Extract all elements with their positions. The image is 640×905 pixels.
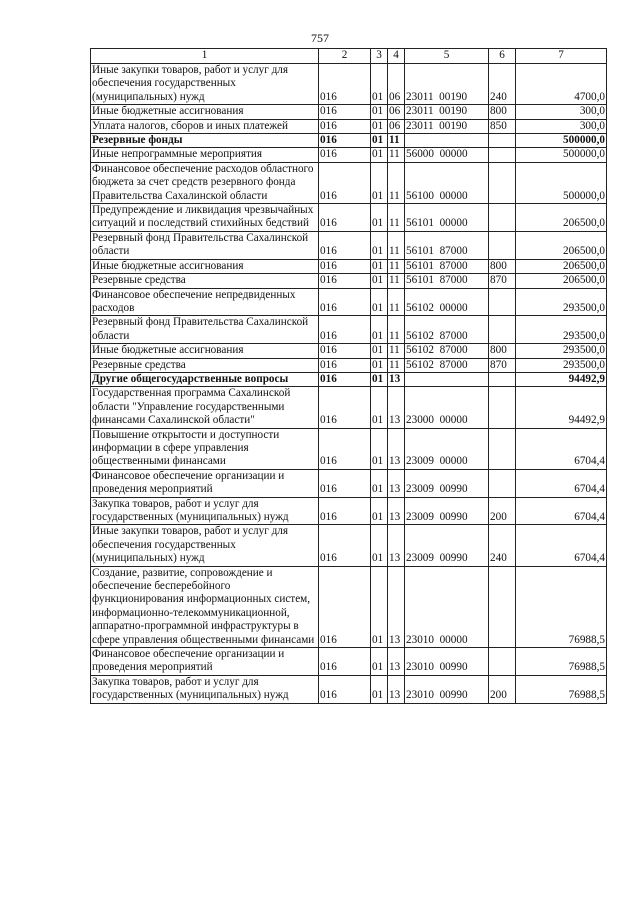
cell-pr: 11 — [388, 162, 405, 203]
cell-ved: 016 — [319, 134, 371, 148]
cell-csr: 56101 87000 — [405, 274, 489, 288]
table-row — [91, 119, 607, 133]
cell-csr: 56101 00000 — [405, 204, 489, 232]
cell-vr: 800 — [489, 344, 516, 358]
cell-vr — [489, 387, 516, 428]
cell-rz: 01 — [371, 525, 388, 566]
cell-rz: 01 — [371, 259, 388, 273]
cell-rz: 01 — [371, 64, 388, 105]
cell-rz: 01 — [371, 648, 388, 676]
cell-sum: 300,0 — [516, 119, 607, 133]
cell-csr: 23009 00990 — [405, 469, 489, 497]
cell-csr: 23010 00000 — [405, 566, 489, 647]
cell-ved: 016 — [319, 105, 371, 119]
cell-pr: 11 — [388, 358, 405, 372]
cell-pr: 06 — [388, 119, 405, 133]
header-cell-csr: 5 — [405, 49, 489, 64]
cell-vr — [489, 372, 516, 386]
cell-pr: 13 — [388, 497, 405, 525]
cell-pr: 13 — [388, 469, 405, 497]
cell-ved: 016 — [319, 231, 371, 259]
table-row — [91, 64, 607, 105]
cell-pr: 11 — [388, 288, 405, 316]
cell-rz: 01 — [371, 344, 388, 358]
cell-pr: 13 — [388, 525, 405, 566]
cell-ved: 016 — [319, 566, 371, 647]
cell-rz: 01 — [371, 288, 388, 316]
header-cell-vr: 6 — [489, 49, 516, 64]
table-row — [91, 566, 607, 647]
cell-sum: 300,0 — [516, 105, 607, 119]
table-row — [91, 648, 607, 676]
cell-rz: 01 — [371, 148, 388, 162]
cell-ved: 016 — [319, 358, 371, 372]
cell-vr — [489, 566, 516, 647]
cell-ved: 016 — [319, 675, 371, 703]
cell-rz: 01 — [371, 105, 388, 119]
cell-name: Иные бюджетные ассигнования — [91, 344, 319, 358]
cell-vr — [489, 648, 516, 676]
cell-csr: 56101 87000 — [405, 231, 489, 259]
cell-ved: 016 — [319, 148, 371, 162]
cell-sum: 4700,0 — [516, 64, 607, 105]
cell-csr: 23009 00000 — [405, 428, 489, 469]
cell-vr — [489, 162, 516, 203]
cell-csr: 56102 87000 — [405, 358, 489, 372]
cell-ved: 016 — [319, 497, 371, 525]
cell-vr — [489, 469, 516, 497]
cell-vr — [489, 428, 516, 469]
cell-csr: 56101 87000 — [405, 259, 489, 273]
cell-pr: 13 — [388, 428, 405, 469]
cell-vr: 240 — [489, 64, 516, 105]
cell-name: Иные закупки товаров, работ и услуг для обеспечения государственных (муниципальных) нужд — [91, 525, 319, 566]
table-row — [91, 675, 607, 703]
cell-vr — [489, 134, 516, 148]
table-row — [91, 274, 607, 288]
cell-name: Иные бюджетные ассигнования — [91, 259, 319, 273]
cell-ved: 016 — [319, 469, 371, 497]
cell-ved: 016 — [319, 525, 371, 566]
cell-name: Предупреждение и ликвидация чрезвычайных ситуаций и последствий стихийных бедствий — [91, 204, 319, 232]
cell-csr: 23010 00990 — [405, 675, 489, 703]
cell-pr: 11 — [388, 316, 405, 344]
cell-ved: 016 — [319, 288, 371, 316]
cell-csr: 23011 00190 — [405, 119, 489, 133]
cell-pr: 11 — [388, 204, 405, 232]
cell-pr: 11 — [388, 274, 405, 288]
cell-name: Иные непрограммные мероприятия — [91, 148, 319, 162]
table-row — [91, 105, 607, 119]
cell-name: Резервный фонд Правительства Сахалинской области — [91, 316, 319, 344]
cell-rz: 01 — [371, 428, 388, 469]
cell-name: Финансовое обеспечение организации и проведения мероприятий — [91, 469, 319, 497]
cell-vr: 800 — [489, 259, 516, 273]
cell-vr — [489, 316, 516, 344]
cell-csr: 56000 00000 — [405, 148, 489, 162]
table-row — [91, 134, 607, 148]
cell-rz: 01 — [371, 566, 388, 647]
cell-vr — [489, 231, 516, 259]
cell-vr: 200 — [489, 675, 516, 703]
cell-csr: 23000 00000 — [405, 387, 489, 428]
cell-sum: 94492,9 — [516, 387, 607, 428]
cell-ved: 016 — [319, 428, 371, 469]
table-row — [91, 148, 607, 162]
cell-name: Финансовое обеспечение непредвиденных расходов — [91, 288, 319, 316]
cell-csr: 56102 87000 — [405, 316, 489, 344]
table-row — [91, 231, 607, 259]
cell-sum: 500000,0 — [516, 134, 607, 148]
cell-name: Резервные средства — [91, 358, 319, 372]
cell-rz: 01 — [371, 204, 388, 232]
cell-pr: 11 — [388, 134, 405, 148]
cell-rz: 01 — [371, 162, 388, 203]
header-cell-sum: 7 — [516, 49, 607, 64]
cell-csr: 23011 00190 — [405, 105, 489, 119]
cell-sum: 76988,5 — [516, 675, 607, 703]
table-row — [91, 469, 607, 497]
cell-pr: 11 — [388, 231, 405, 259]
cell-rz: 01 — [371, 119, 388, 133]
cell-sum: 206500,0 — [516, 204, 607, 232]
cell-rz: 01 — [371, 469, 388, 497]
cell-name: Резервные средства — [91, 274, 319, 288]
cell-csr: 23009 00990 — [405, 497, 489, 525]
cell-ved: 016 — [319, 648, 371, 676]
table-row — [91, 497, 607, 525]
table-row — [91, 316, 607, 344]
cell-rz: 01 — [371, 274, 388, 288]
cell-rz: 01 — [371, 387, 388, 428]
header-cell-pr: 4 — [388, 49, 405, 64]
cell-csr: 23011 00190 — [405, 64, 489, 105]
table-row — [91, 372, 607, 386]
table-row — [91, 344, 607, 358]
table-row — [91, 387, 607, 428]
cell-vr: 200 — [489, 497, 516, 525]
cell-vr: 870 — [489, 274, 516, 288]
cell-rz: 01 — [371, 675, 388, 703]
cell-ved: 016 — [319, 274, 371, 288]
table-row — [91, 525, 607, 566]
cell-pr: 11 — [388, 344, 405, 358]
cell-sum: 6704,4 — [516, 525, 607, 566]
cell-name: Уплата налогов, сборов и иных платежей — [91, 119, 319, 133]
header-cell-rz: 3 — [371, 49, 388, 64]
cell-rz: 01 — [371, 497, 388, 525]
cell-sum: 206500,0 — [516, 274, 607, 288]
cell-sum: 206500,0 — [516, 259, 607, 273]
cell-name: Создание, развитие, сопровождение и обеспечение бесперебойного функционирования информационных систем, информационно-телекоммуникационной, аппаратно-программной инфраструктуры в сфере управления общественными финансами — [91, 566, 319, 647]
cell-ved: 016 — [319, 204, 371, 232]
header-row — [91, 49, 607, 64]
cell-sum: 293500,0 — [516, 316, 607, 344]
cell-sum: 293500,0 — [516, 358, 607, 372]
cell-name: Иные закупки товаров, работ и услуг для обеспечения государственных (муниципальных) нужд — [91, 64, 319, 105]
cell-rz: 01 — [371, 316, 388, 344]
cell-csr: 56102 87000 — [405, 344, 489, 358]
cell-vr: 240 — [489, 525, 516, 566]
cell-vr: 870 — [489, 358, 516, 372]
cell-pr: 13 — [388, 387, 405, 428]
cell-csr — [405, 372, 489, 386]
cell-sum: 6704,4 — [516, 428, 607, 469]
cell-name: Резервные фонды — [91, 134, 319, 148]
cell-csr: 23010 00990 — [405, 648, 489, 676]
cell-name: Иные бюджетные ассигнования — [91, 105, 319, 119]
cell-vr — [489, 148, 516, 162]
cell-csr: 23009 00990 — [405, 525, 489, 566]
cell-sum: 76988,5 — [516, 648, 607, 676]
cell-vr — [489, 204, 516, 232]
cell-name: Другие общегосударственные вопросы — [91, 372, 319, 386]
table-row — [91, 204, 607, 232]
budget-table — [90, 48, 607, 704]
cell-ved: 016 — [319, 64, 371, 105]
cell-ved: 016 — [319, 162, 371, 203]
cell-name: Финансовое обеспечение расходов областного бюджета за счет средств резервного фонда Правительства Сахалинской области — [91, 162, 319, 203]
cell-pr: 13 — [388, 566, 405, 647]
cell-csr: 56102 00000 — [405, 288, 489, 316]
cell-ved: 016 — [319, 119, 371, 133]
cell-pr: 13 — [388, 675, 405, 703]
cell-sum: 94492,9 — [516, 372, 607, 386]
table-row — [91, 358, 607, 372]
cell-csr — [405, 134, 489, 148]
cell-pr: 11 — [388, 148, 405, 162]
cell-ved: 016 — [319, 316, 371, 344]
page-number: 757 — [311, 31, 329, 45]
cell-sum: 6704,4 — [516, 497, 607, 525]
table-row — [91, 288, 607, 316]
cell-name: Государственная программа Сахалинской области "Управление государственными финансами Сахалинской области" — [91, 387, 319, 428]
cell-rz: 01 — [371, 231, 388, 259]
cell-pr: 13 — [388, 372, 405, 386]
cell-sum: 500000,0 — [516, 162, 607, 203]
cell-sum: 6704,4 — [516, 469, 607, 497]
cell-ved: 016 — [319, 372, 371, 386]
table-row — [91, 259, 607, 273]
header-cell-name: 1 — [91, 49, 319, 64]
cell-ved: 016 — [319, 344, 371, 358]
cell-name: Резервный фонд Правительства Сахалинской области — [91, 231, 319, 259]
table-row — [91, 162, 607, 203]
cell-sum: 76988,5 — [516, 566, 607, 647]
cell-rz: 01 — [371, 358, 388, 372]
cell-ved: 016 — [319, 387, 371, 428]
cell-sum: 293500,0 — [516, 288, 607, 316]
cell-vr: 800 — [489, 105, 516, 119]
cell-name: Финансовое обеспечение организации и проведения мероприятий — [91, 648, 319, 676]
cell-name: Закупка товаров, работ и услуг для государственных (муниципальных) нужд — [91, 675, 319, 703]
header-cell-ved: 2 — [319, 49, 371, 64]
cell-rz: 01 — [371, 134, 388, 148]
cell-pr: 06 — [388, 64, 405, 105]
cell-name: Закупка товаров, работ и услуг для государственных (муниципальных) нужд — [91, 497, 319, 525]
cell-sum: 206500,0 — [516, 231, 607, 259]
cell-pr: 13 — [388, 648, 405, 676]
cell-ved: 016 — [319, 259, 371, 273]
cell-sum: 500000,0 — [516, 148, 607, 162]
table-body — [91, 49, 607, 704]
cell-name: Повышение открытости и доступности информации в сфере управления общественными финансами — [91, 428, 319, 469]
cell-rz: 01 — [371, 372, 388, 386]
cell-sum: 293500,0 — [516, 344, 607, 358]
cell-csr: 56100 00000 — [405, 162, 489, 203]
table-row — [91, 428, 607, 469]
cell-pr: 06 — [388, 105, 405, 119]
cell-vr — [489, 288, 516, 316]
cell-pr: 11 — [388, 259, 405, 273]
cell-vr: 850 — [489, 119, 516, 133]
